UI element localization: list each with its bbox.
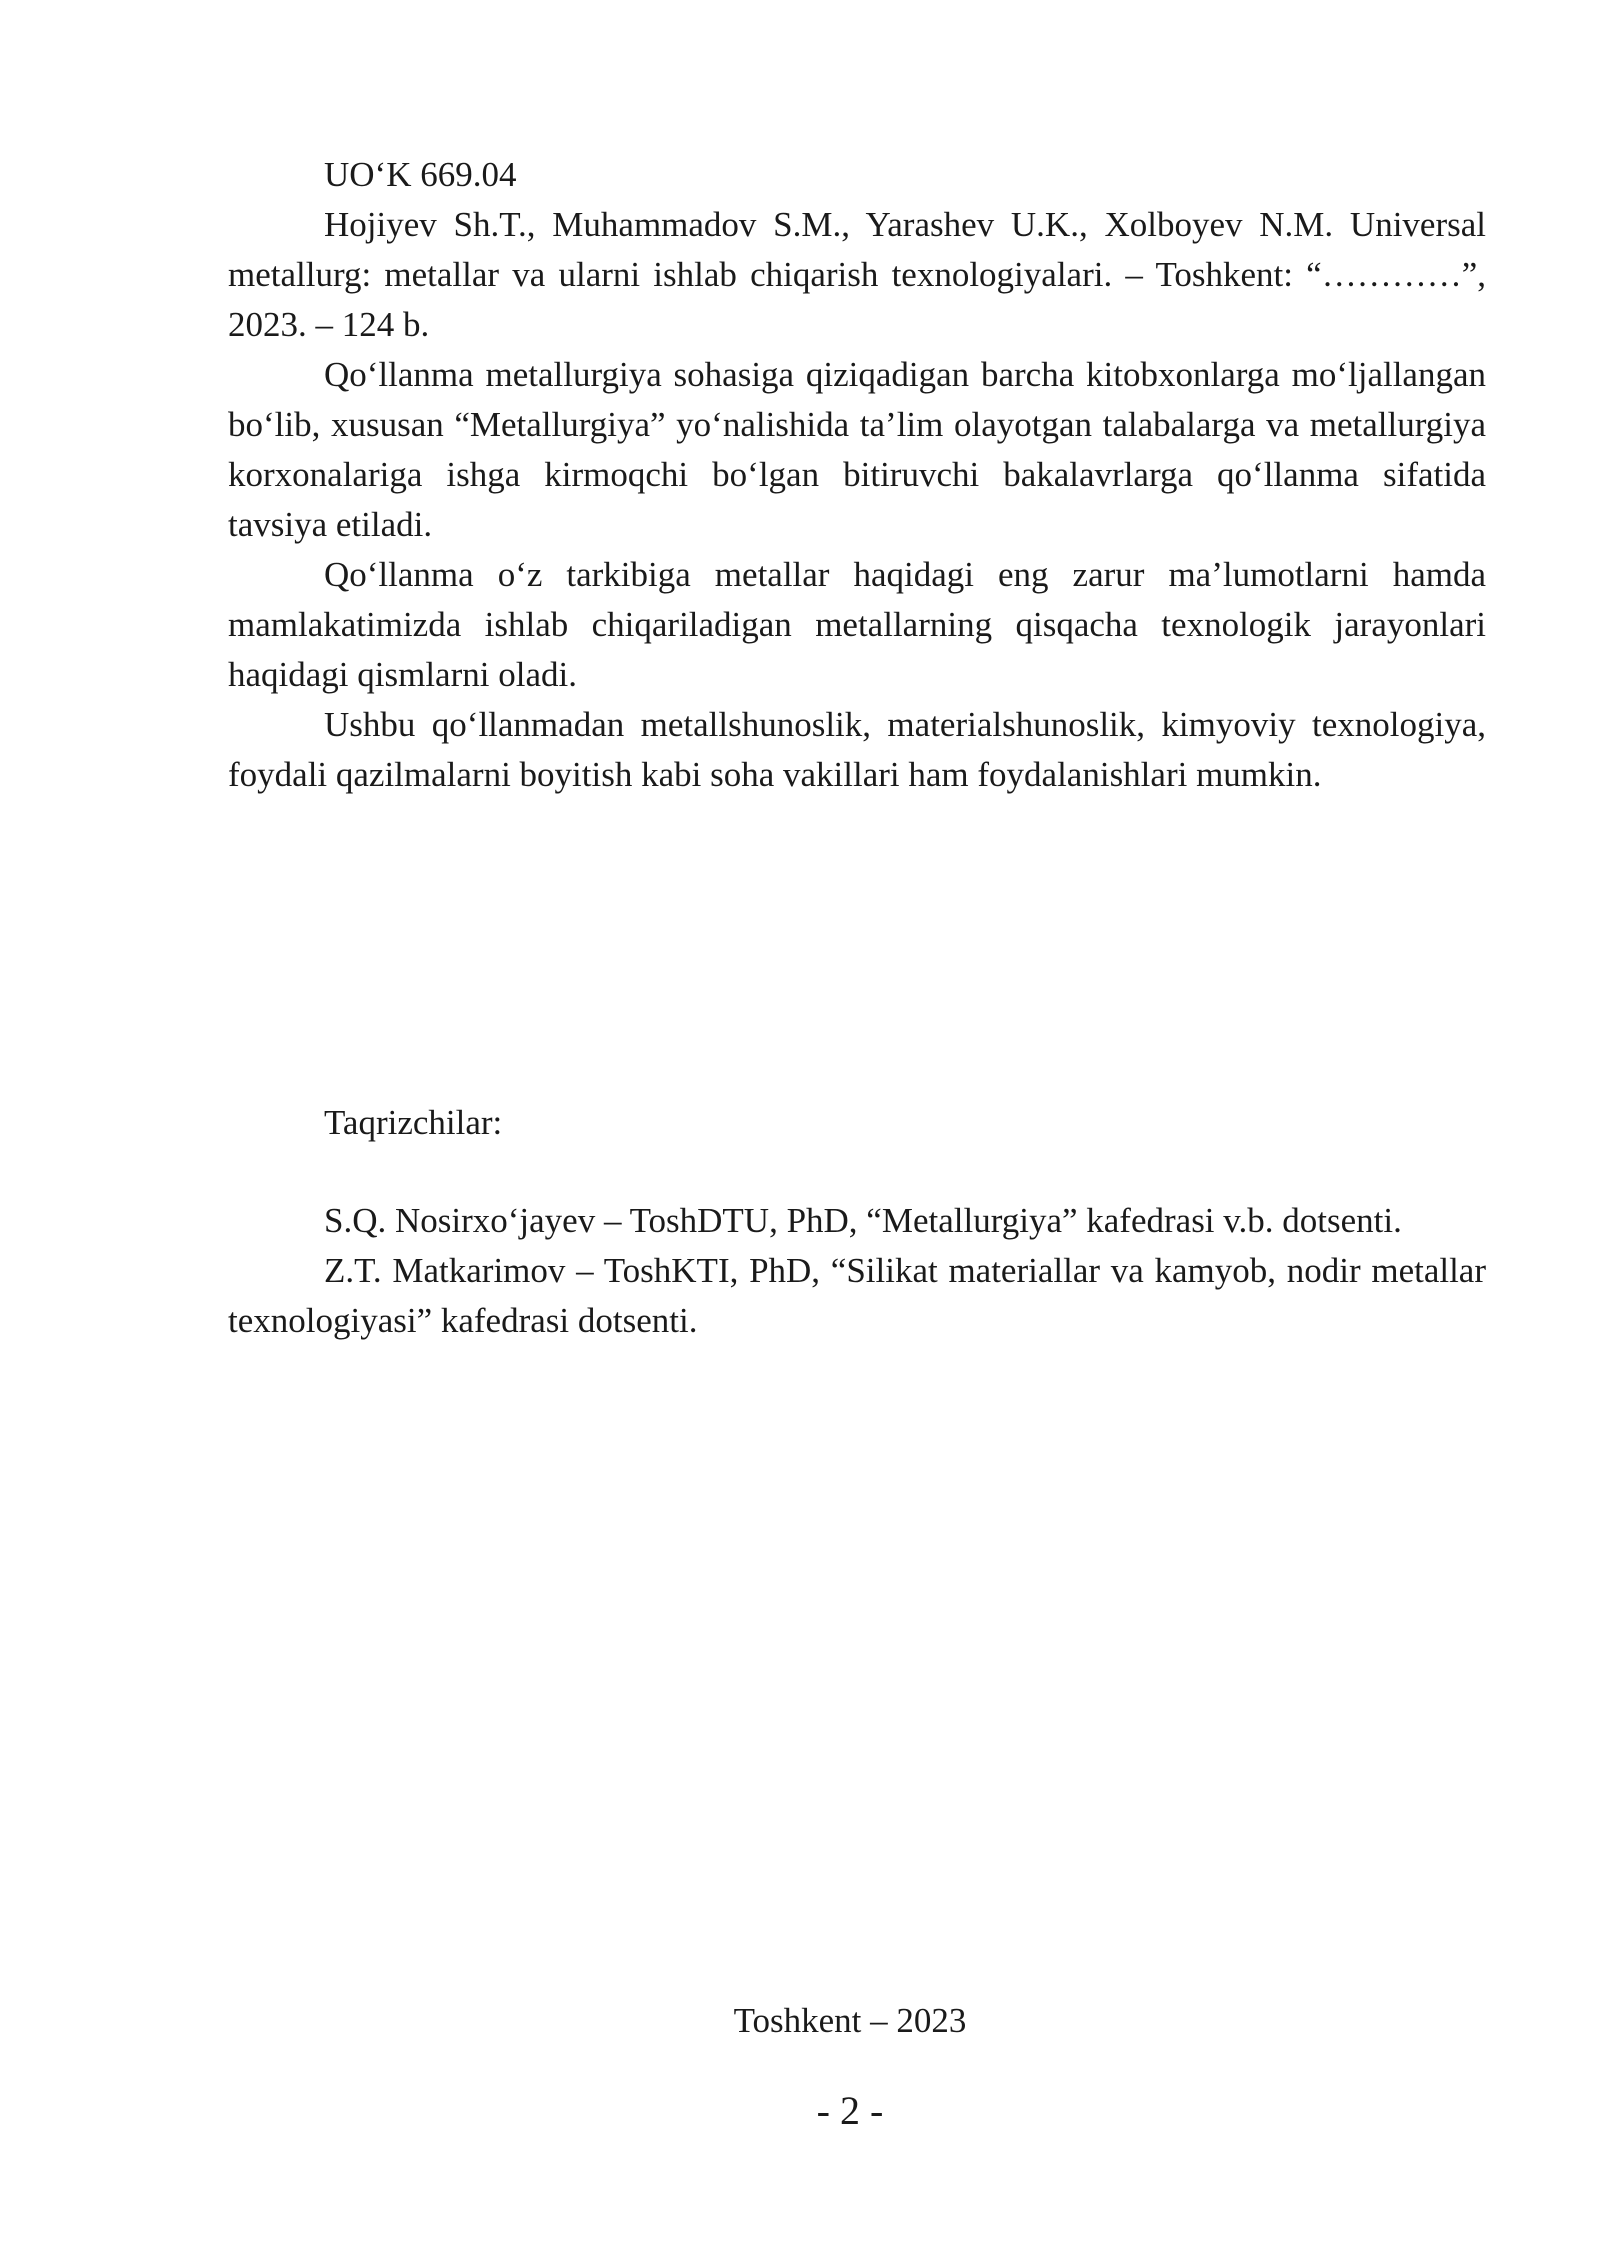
reviewer-entry: S.Q. Nosirxo‘jayev – ToshDTU, PhD, “Metallurgiya” kafedrasi v.b. dotsenti. [324,1201,1402,1240]
udc-code: UO‘K 669.04 [324,155,517,194]
reviewers-heading: Taqrizchilar: [324,1103,503,1142]
document-main-text [228,150,1486,800]
description-paragraph: Ushbu qo‘llanmadan metallshunoslik, materialshunoslik, kimyoviy texnologiya, foydali qazilmalarni boyitish kabi soha vakillari ham foydalanishlari mumkin. [228,705,1486,794]
description-paragraph: Qo‘llanma metallurgiya sohasiga qiziqadigan barcha kitobxonlarga mo‘ljallangan bo‘lib, xususan “Metallurgiya” yo‘nalishida ta’lim olayotgan talabalarga va metallurgiya korxonalariga ishga kirmoqchi bo‘lgan bitiruvchi bakalavrlarga qo‘llanma sifatida tavsiya etiladi. [228,355,1486,544]
reviewers-list [228,1196,1486,1346]
reviewer-entry: Z.T. Matkarimov – ToshKTI, PhD, “Silikat materiallar va kamyob, nodir metallar texnologiyasi” kafedrasi dotsenti. [228,1251,1486,1340]
description-paragraph: Qo‘llanma o‘z tarkibiga metallar haqidagi eng zarur ma’lumotlarni hamda mamlakatimizda ishlab chiqariladigan metallarning qisqacha texnologik jarayonlari haqidagi qismlarni oladi. [228,555,1486,694]
citation: Hojiyev Sh.T., Muhammadov S.M., Yarashev U.K., Xolboyev N.M. Universal metallurg: metallar va ularni ishlab chiqarish texnologiyalari. – Toshkent: “…………”, 2023. – 124 b. [228,205,1486,344]
city-year: Toshkent – 2023 [733,2001,967,2040]
page-number: - 2 - [816,2088,884,2133]
